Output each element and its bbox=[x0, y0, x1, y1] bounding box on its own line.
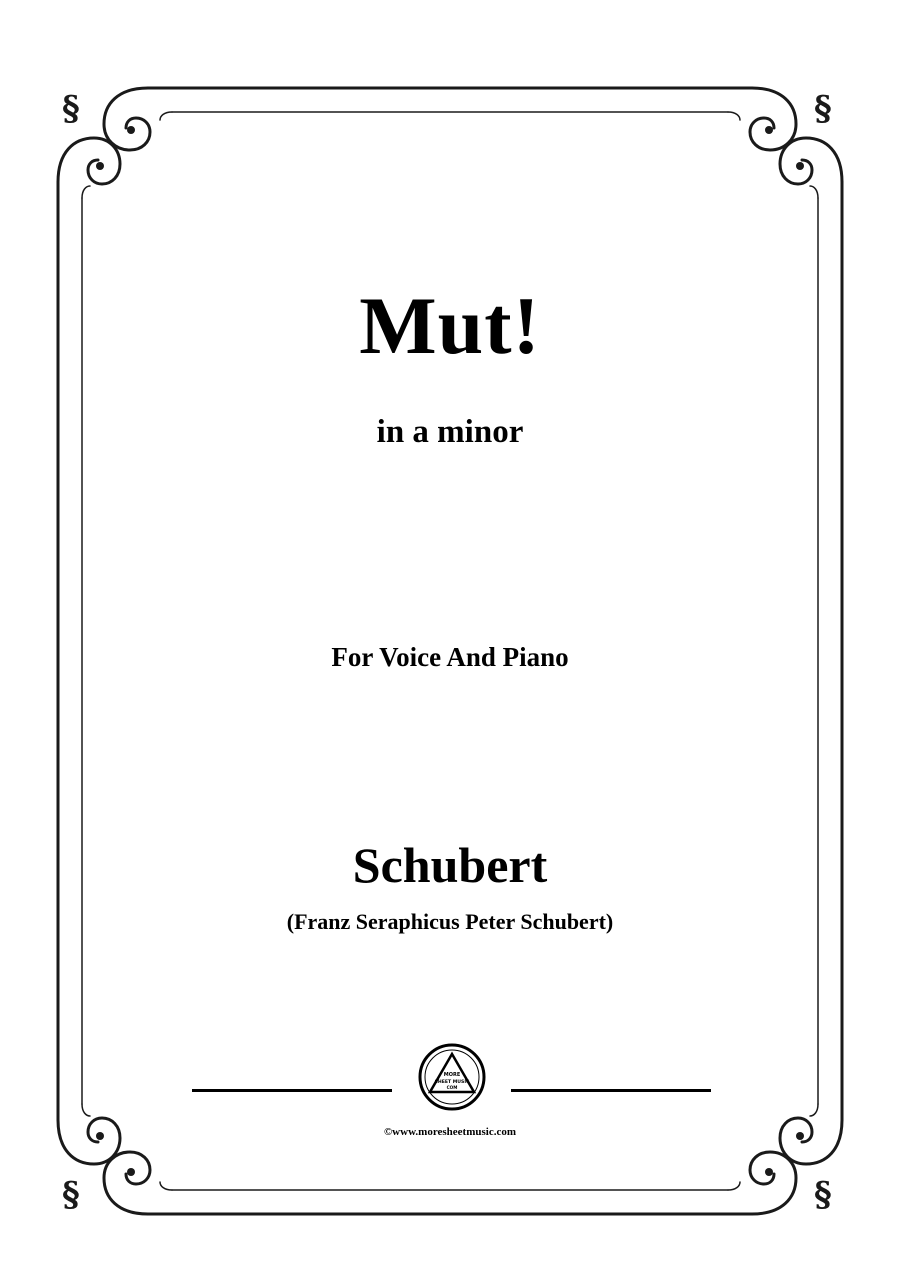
divider-right bbox=[511, 1089, 711, 1092]
moresheetmusic-logo bbox=[418, 1043, 486, 1111]
section-sign-icon: § bbox=[62, 1175, 80, 1215]
instrumentation-text: For Voice And Piano bbox=[331, 642, 569, 672]
piece-title: Mut! bbox=[359, 280, 541, 371]
section-sign-icon: § bbox=[814, 1175, 832, 1215]
logo-text-bottom: COM bbox=[446, 1085, 458, 1090]
logo-text-middle: SHEET MUSIC bbox=[434, 1080, 470, 1085]
website-url: ©www.moresheetmusic.com bbox=[383, 1126, 517, 1138]
divider-left bbox=[192, 1089, 392, 1092]
section-sign-icon: § bbox=[62, 89, 80, 129]
section-sign-icon: § bbox=[814, 89, 832, 129]
composer-full-name: (Franz Seraphicus Peter Schubert) bbox=[286, 909, 614, 934]
logo-text-top: MORE bbox=[443, 1072, 461, 1078]
key-signature-text: in a minor bbox=[376, 414, 524, 450]
composer-name: Schubert bbox=[352, 837, 548, 893]
